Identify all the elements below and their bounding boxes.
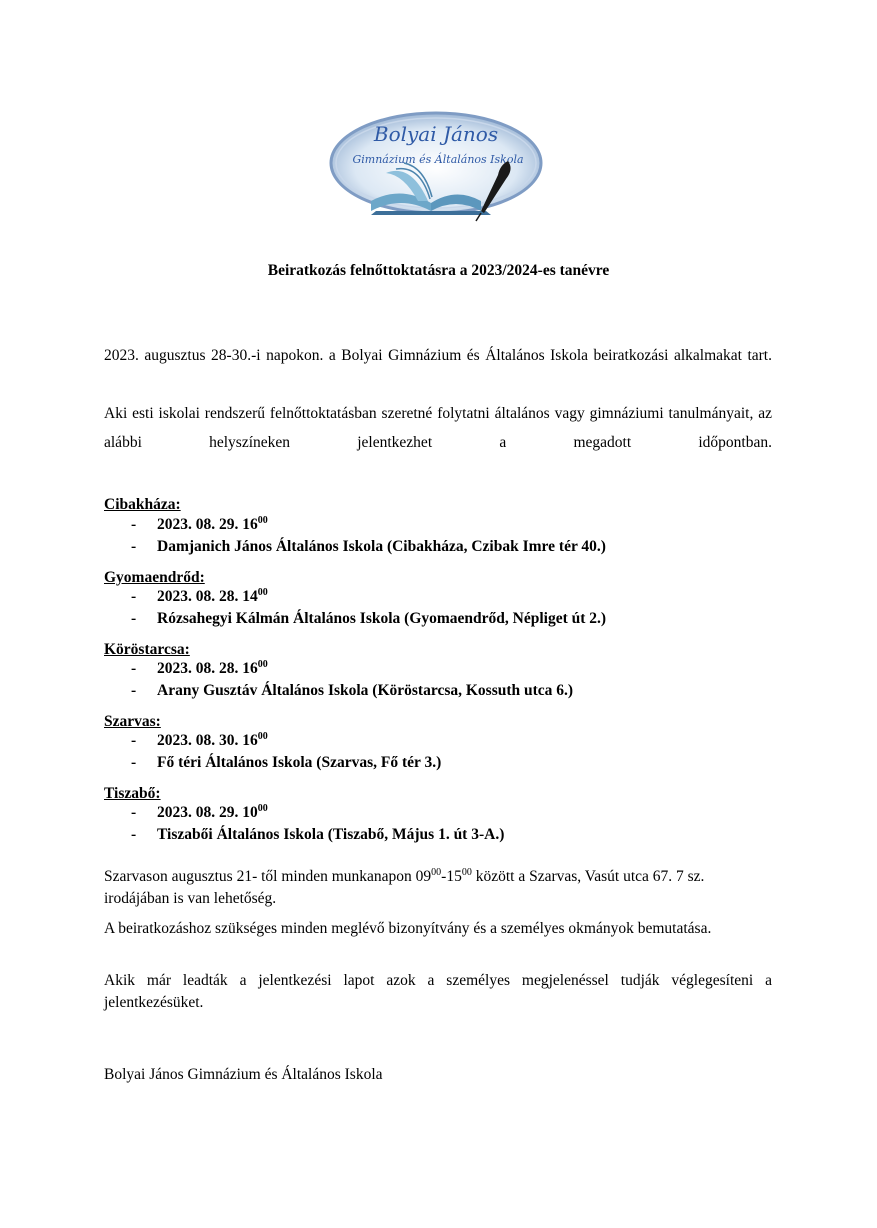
date-text: 2023. 08. 28. 14	[157, 588, 258, 605]
note-sup-2: 00	[461, 867, 472, 878]
location-date	[131, 804, 268, 822]
intro-paragraph-2	[104, 399, 772, 457]
documents-note: A beiratkozáshoz szükséges minden meglévő bizonyítvány és a személyes okmányok bemutatása.	[104, 920, 712, 937]
list-dash: -	[131, 516, 137, 533]
list-dash: -	[131, 804, 137, 821]
location-name: Szarvas:	[104, 713, 161, 730]
location-name: Gyomaendrőd:	[104, 569, 205, 586]
location-school	[131, 826, 504, 844]
school-logo	[316, 103, 556, 238]
school-text: Damjanich János Általános Iskola (Cibakháza, Czibak Imre tér 40.)	[157, 538, 606, 555]
list-dash: -	[131, 660, 137, 677]
list-dash: -	[131, 610, 137, 627]
list-dash: -	[131, 538, 137, 555]
date-text: 2023. 08. 29. 10	[157, 804, 258, 821]
location-school	[131, 538, 606, 556]
time-sup: 00	[257, 659, 268, 670]
location-date	[131, 588, 268, 606]
location-name: Cibakháza:	[104, 496, 181, 513]
location-school	[131, 682, 573, 700]
time-sup: 00	[257, 515, 268, 526]
time-sup: 00	[257, 803, 268, 814]
location-school	[131, 754, 441, 772]
page-title: Beiratkozás felnőttoktatásra a 2023/2024-es tanévre	[267, 262, 610, 279]
date-text: 2023. 08. 28. 16	[157, 660, 258, 677]
note-text-c: között a Szarvas, Vasút utca 67. 7 sz. irodájában is van lehetőség.	[104, 868, 705, 907]
school-text: Rózsahegyi Kálmán Általános Iskola (Gyomaendrőd, Népliget út 2.)	[157, 610, 607, 627]
school-text: Tiszabői Általános Iskola (Tiszabő, Május 1. út 3-A.)	[157, 826, 505, 843]
note-sup-1: 00	[431, 867, 442, 878]
school-text: Arany Gusztáv Általános Iskola (Köröstarcsa, Kossuth utca 6.)	[157, 682, 574, 699]
date-text: 2023. 08. 29. 16	[157, 516, 258, 533]
location-date	[131, 660, 268, 678]
list-dash: -	[131, 754, 137, 771]
intro-paragraph-1	[104, 341, 772, 370]
note-text-b: -15	[441, 868, 462, 885]
list-dash: -	[131, 732, 137, 749]
location-name: Köröstarcsa:	[104, 641, 190, 658]
date-text: 2023. 08. 30. 16	[157, 732, 258, 749]
school-text: Fő téri Általános Iskola (Szarvas, Fő tér 3.)	[157, 754, 442, 771]
intro-text-1: 2023. augusztus 28-30.-i napokon. a Bolyai Gimnázium és Általános Iskola beiratkozási alkalmakat tart.	[104, 347, 772, 364]
time-sup: 00	[257, 587, 268, 598]
location-date	[131, 516, 268, 534]
list-dash: -	[131, 682, 137, 699]
intro-text-2: Aki esti iskolai rendszerű felnőttoktatásban szeretné folytatni általános vagy gimnáziumi tanulmányait, az alábbi helyszíneken jelentkezhet a megadott időpontban.	[104, 405, 772, 451]
logo-title: Bolyai János	[373, 122, 499, 146]
location-date	[131, 732, 268, 750]
list-dash: -	[131, 826, 137, 843]
logo-subtitle: Gimnázium és Általános Iskola	[352, 153, 524, 166]
time-sup: 00	[257, 731, 268, 742]
signature: Bolyai János Gimnázium és Általános Iskola	[104, 1066, 383, 1083]
location-name: Tiszabő:	[104, 785, 161, 802]
location-school	[131, 610, 606, 628]
finalize-note: Akik már leadták a jelentkezési lapot azok a személyes megjelenéssel tudják véglegesíteni a jelentkezésüket.	[104, 972, 772, 1011]
szarvas-office-note	[104, 866, 772, 910]
note-text-a: Szarvason augusztus 21- től minden munkanapon 09	[104, 868, 432, 885]
list-dash: -	[131, 588, 137, 605]
